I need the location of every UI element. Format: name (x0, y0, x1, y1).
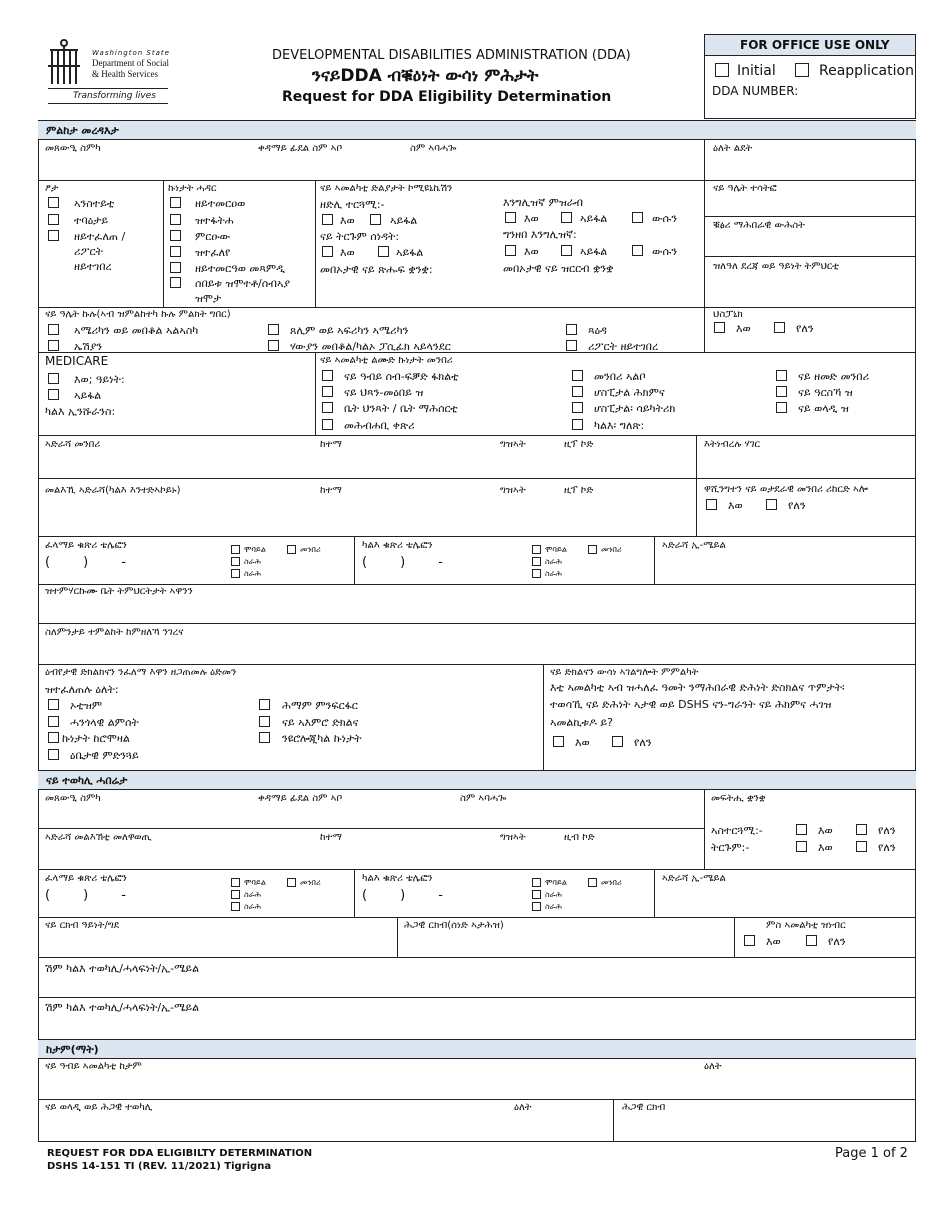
contact-zip-label: ዚብ ኮድ (564, 832, 595, 843)
sex-unknown-label-2: ሪፖርት (74, 245, 103, 258)
living-relative-checkbox[interactable] (776, 370, 787, 381)
contact-language-label: መፍትሒ ቋንቋ (711, 793, 766, 804)
education-label: ዝለዓለ ደረጃ ወይ ዓይነት ትምህርቲ (713, 261, 839, 272)
address-label: ኣድራሻ መንበሪ (45, 439, 101, 450)
marital-label: ኩነታት ሓዳር (168, 183, 217, 194)
ethnicity-unreported-label: ሪፖርት ዘይተገበረ (588, 340, 659, 353)
sex-unknown-label: ዘይተፈለጠ / (74, 230, 126, 243)
relationship-label: ናይ ርክብ ዓይነት/ግደ (45, 920, 120, 931)
marital-married-checkbox[interactable] (170, 230, 181, 241)
living-other-checkbox[interactable] (572, 419, 583, 430)
english-speak-yes-checkbox[interactable] (505, 212, 516, 223)
translation-yes-checkbox[interactable] (322, 246, 333, 257)
military-record-label: ዋሺንግተን ናይ ወታደራዊ መንበሪ ሪከርድ ኣሎ (704, 484, 868, 495)
marital-separated-label: ዝተፈለየ (195, 246, 231, 259)
marital-partner-checkbox[interactable] (170, 262, 181, 273)
parent-signature-date-label: ዕለት (514, 1102, 532, 1113)
logo-line1: Washington State (92, 49, 170, 57)
ethnicity-asian-checkbox[interactable] (48, 340, 59, 351)
sex-unknown-label-3: ዘይተገበረ (74, 260, 112, 273)
english-read-no-checkbox[interactable] (561, 245, 572, 256)
other-phone-home-label: መንበሪ (601, 545, 622, 554)
initial-checkbox[interactable] (715, 63, 729, 77)
military-yes-checkbox[interactable] (706, 499, 717, 510)
ssn-label: ቑፅሪ ማሕበራዊ ውሕስት (713, 220, 805, 231)
contact-section-title: ናይ ተወካሊ ሓበሬታ (46, 774, 128, 787)
marital-divorced-label: ዝተፋትሐ (195, 214, 234, 227)
contact-other-home-checkbox[interactable] (588, 878, 597, 887)
signature-section-header (38, 1039, 916, 1059)
footer-form-title: REQUEST FOR DDA ELIGIBILTY DETERMINATION (47, 1148, 313, 1159)
dshs-no-label: የለን (634, 736, 652, 749)
logo-line2: Department of Social (92, 58, 169, 68)
living-parent-home-checkbox[interactable] (776, 402, 787, 413)
english-read-limited-label: ውሱን (652, 245, 678, 258)
english-speak-label: እንግሊዝኛ ምዝራብ (503, 196, 584, 209)
contact-primary-home-checkbox[interactable] (287, 878, 296, 887)
contact-other-work2-checkbox[interactable] (532, 902, 541, 911)
english-read-label: ግንዘበ እንግሊዝኛ: (503, 228, 577, 241)
primary-phone-work2-label: ስራሕ (244, 569, 261, 578)
dda-number-label: DDA NUMBER: (712, 84, 799, 98)
english-read-limited-checkbox[interactable] (632, 245, 643, 256)
ethnicity-unreported-checkbox[interactable] (566, 340, 577, 351)
contact-middle-name-label: ስም ኣባሓጐ (460, 793, 507, 804)
contact-interpreter-no-checkbox[interactable] (856, 824, 867, 835)
disability-intellectual-label: ናይ ኣእምሮ ድክልና (282, 716, 359, 729)
ethnicity-black-label: ጸሊም ወይ ኣፍሪካን ኣሜሪካን (290, 324, 409, 337)
disability-intellectual-checkbox[interactable] (259, 716, 270, 727)
living-jail-label: ቤት ህንጻት / ቤት ማሕሰርቲ (344, 402, 458, 415)
zip-label: ዚፕ ኮድ (564, 439, 594, 450)
living-situation-label: ናይ ኣመልካቲ ልሙድ ኩነታት መንበሪ (320, 355, 453, 366)
dshs-yes-label: እወ (575, 736, 590, 749)
other-phone-work2-label: ስራሕ (545, 569, 562, 578)
school-label: ዝተምሃርኩሙ ቤት ትምህርትታት ኣዋንን (45, 586, 193, 597)
contact-email-label: ኣድራሻ ኢ-ሜይል (662, 873, 726, 884)
living-shelter-checkbox[interactable] (322, 419, 333, 430)
primary-phone-work-checkbox[interactable] (231, 557, 240, 566)
hispanic-no-checkbox[interactable] (774, 322, 785, 333)
disability-autism-checkbox[interactable] (48, 699, 59, 710)
living-adult-family-label: ናይ ዓብይ ሰብ-ፍቓድ ፋክልቲ (344, 370, 459, 383)
disability-epilepsy-checkbox[interactable] (259, 699, 270, 710)
ethnicity-pacific-label: ሃውያን መበቆል/ካልኦ ፓሲፊክ ኣይላንደር (290, 340, 451, 353)
living-homeless-checkbox[interactable] (572, 370, 583, 381)
state-label: ግዝኣት (500, 439, 526, 450)
living-adult-family-checkbox[interactable] (322, 370, 333, 381)
parent-signature-label: ናይ ወላዲ ወይ ሕጋዊ ተወካሊ (45, 1102, 153, 1113)
other-phone-label: ካልእ ቁጽሪ ቴሌፎን (362, 540, 433, 551)
hispanic-yes-checkbox[interactable] (714, 322, 725, 333)
mailing-address-label: መልእኺ ኣድራሻ(ካልእ እንተድኣኮይኑ) (45, 485, 181, 496)
applicant-signature-date-label: ዕለት (704, 1061, 722, 1072)
primary-phone-work-label: ስራሕ (244, 557, 261, 566)
military-yes-label: እወ (728, 499, 743, 512)
email-label: ኣድራሻ ኢ-ሜይል (662, 540, 726, 551)
disability-chromosomal-checkbox[interactable] (48, 732, 59, 743)
dshs-no-checkbox[interactable] (612, 736, 623, 747)
translation-label: ናይ ትርጉም ሰነዳት: (320, 230, 400, 243)
contact-other-work-label: ስራሕ (545, 890, 562, 899)
medicare-no-label: ኣይፋል (74, 389, 102, 402)
disability-date-label: ዝተፈለጠሉ ዕለት: (45, 683, 119, 696)
contact-interpreter-yes-label: እወ (818, 824, 833, 837)
disability-epilepsy-label: ሕማም ምንፍርፋር (282, 699, 358, 712)
sex-unknown-checkbox[interactable] (48, 230, 59, 241)
hispanic-yes-label: እወ (736, 322, 751, 335)
reason-label: ስለምንታይ ተምልከት ከምዘለኻ ንገረና (45, 627, 184, 638)
ethnicity-white-checkbox[interactable] (566, 324, 577, 335)
translation-no-label: ኣይፋል (396, 246, 424, 259)
contact-translation-yes-checkbox[interactable] (796, 841, 807, 852)
mailing-state-label: ግዝኣት (500, 485, 526, 496)
mailing-zip-label: ዚፕ ኮድ (564, 485, 594, 496)
applicant-section-header (38, 120, 916, 140)
applicant-section-title: ምልከታ መረዳእታ (46, 124, 119, 137)
other-phone-input[interactable]: ( ) - (362, 555, 443, 570)
signature-section-title: ከታም(ማት) (46, 1043, 99, 1056)
marital-married-label: ምርዑው (195, 230, 231, 243)
contact-state-label: ግዝኣት (500, 832, 526, 843)
marital-widowed-label: ሰበይቱ ዝሞተቶ/ሰብኣያ (195, 277, 291, 290)
english-speak-no-checkbox[interactable] (561, 212, 572, 223)
interpreter-yes-checkbox[interactable] (322, 214, 333, 225)
other-contact-1-label: ሽም ካልእ ተወካሊ/ሓላፍነት/ኢ-ሜይል (45, 962, 200, 975)
medicare-no-checkbox[interactable] (48, 389, 59, 400)
contact-last-name-label: መጸውዒ ስምካ (45, 793, 101, 804)
lives-with-label: ምስ ኣመልካቲ ዝነብር (766, 920, 846, 931)
military-no-label: የለን (788, 499, 806, 512)
contact-other-phone-label: ካልእ ቁጽሪ ቴሌፎን (362, 873, 433, 884)
marital-separated-checkbox[interactable] (170, 246, 181, 257)
primary-phone-mobile-checkbox[interactable] (231, 545, 240, 554)
contact-translation-no-label: የለን (878, 841, 896, 854)
disability-autism-label: ኦቲዝም (70, 699, 103, 712)
primary-spoken-language-label: መበኦታዊ ናይ ዝርርብ ቋንቋ (503, 262, 614, 275)
english-speak-limited-checkbox[interactable] (632, 212, 643, 223)
reapplication-checkbox[interactable] (795, 63, 809, 77)
legal-relationship-label: ሕጋዊ ርክብ(ሰነድ ኣታሕዝ) (404, 920, 504, 931)
living-jail-checkbox[interactable] (322, 402, 333, 413)
interpreter-label: ዘድሊ ተርጓሚ:- (320, 198, 385, 211)
contact-primary-phone-label: ፈላማይ ቁጽሪ ቴሌፎን (45, 873, 127, 884)
translation-yes-label: እወ (340, 246, 355, 259)
lives-with-yes-checkbox[interactable] (744, 935, 755, 946)
medicare-label: MEDICARE (45, 354, 109, 368)
disability-brain-checkbox[interactable] (48, 716, 59, 727)
other-contact-2-label: ሽም ካልእ ተወካሊ/ሓላፍነት/ኢ-ሜይል (45, 1001, 200, 1014)
marital-single-checkbox[interactable] (170, 197, 181, 208)
contact-other-phone-input[interactable]: ( ) - (362, 888, 443, 903)
contact-other-home-label: መንበሪ (601, 878, 622, 887)
legal-relationship-sig-label: ሕጋዊ ርክብ (622, 1102, 666, 1113)
communication-label: ናይ ኣመልካቲ ድልያታት ኮሚዩኒኬሽን (320, 183, 453, 194)
living-own-home-label: ናይ ዓርስኻ ዝ (798, 386, 853, 399)
contact-translation-label: ትርጉም:- (711, 841, 750, 854)
disability-delay-checkbox[interactable] (48, 749, 59, 760)
ethnicity-native-checkbox[interactable] (48, 324, 59, 335)
lives-with-no-label: የለን (828, 935, 846, 948)
county-label: እትነብረሉ ሃገር (704, 439, 760, 450)
logo-figures-icon (45, 38, 83, 86)
living-child-foster-checkbox[interactable] (322, 386, 333, 397)
living-homeless-label: መንበሪ ኣልቦ (594, 370, 646, 383)
disability-chromosomal-label: ኩነታት ከሮሞዛል (62, 732, 130, 745)
dshs-question-line2: ተወሳኺ ናይ ድሕነት ኣታዊ ወይ DSHS ናን-ግራንት ናይ ሕክምና ሓገዝ (550, 698, 832, 711)
contact-translation-no-checkbox[interactable] (856, 841, 867, 852)
sex-female-label: ኣንስተይቲ (74, 197, 115, 210)
living-own-home-checkbox[interactable] (776, 386, 787, 397)
medicare-yes-label: እወ; ዓይነት: (74, 373, 125, 386)
hispanic-label: ህስፓኒክ (713, 309, 743, 320)
mailing-city-label: ከተማ (320, 485, 342, 496)
disability-neuro-label: ንዩሮሎጂካል ኩነታት (282, 732, 362, 745)
contact-primary-work2-checkbox[interactable] (231, 902, 240, 911)
ethnicity-asian-label: ኤሽያን (74, 340, 103, 353)
marital-divorced-checkbox[interactable] (170, 214, 181, 225)
other-phone-mobile-label: ሞባይል (545, 545, 567, 554)
ethnicity-pacific-checkbox[interactable] (268, 340, 279, 351)
dshs-question-line3: ኣመልኪቱዶ ይ? (550, 716, 613, 729)
military-no-checkbox[interactable] (766, 499, 777, 510)
contact-primary-mobile-checkbox[interactable] (231, 878, 240, 887)
english-read-yes-checkbox[interactable] (505, 245, 516, 256)
sex-male-label: ተባዕታይ (74, 214, 109, 227)
interpreter-yes-label: እወ (340, 214, 355, 227)
english-speak-yes-label: እወ (524, 212, 539, 225)
primary-phone-label: ፈላማይ ቁጽሪ ቴሌፎን (45, 540, 127, 551)
contact-primary-mobile-label: ሞባይል (244, 878, 266, 887)
logo-line3: & Health Services (92, 69, 158, 79)
primary-phone-work2-checkbox[interactable] (231, 569, 240, 578)
disability-neuro-checkbox[interactable] (259, 732, 270, 743)
english-read-no-label: ኣይፋል (580, 245, 608, 258)
living-parent-home-label: ናይ ወላዲ ዝ (798, 402, 849, 415)
english-speak-limited-label: ውሱን (652, 212, 678, 225)
contact-other-work2-label: ስራሕ (545, 902, 562, 911)
office-use-box (704, 34, 916, 119)
primary-phone-home-checkbox[interactable] (287, 545, 296, 554)
primary-phone-home-label: መንበሪ (300, 545, 321, 554)
form-title-tigrigna: ንናይDDA ብቑዕነት ውሳነ ምሕታት (312, 66, 539, 86)
other-phone-work2-checkbox[interactable] (532, 569, 541, 578)
other-insurance-label: ካልእ ኢንሹራንስ: (45, 405, 116, 418)
marital-single-label: ዘይተመርዐወ (195, 197, 246, 210)
applicant-last-name-label: መጸውዒ ስምካ (45, 143, 101, 154)
disability-label: ዕብየታዊ ድክልክናን ንፈለማ እዋን ዘጋጠመሉ ዕድመን (45, 667, 237, 678)
contact-interpreter-label: ኣስተርጓሚ:- (711, 824, 763, 837)
office-use-title: FOR OFFICE USE ONLY (740, 38, 890, 52)
other-phone-work-checkbox[interactable] (532, 557, 541, 566)
contact-other-mobile-label: ሞባይል (545, 878, 567, 887)
contact-interpreter-yes-checkbox[interactable] (796, 824, 807, 835)
english-read-yes-label: እወ (524, 245, 539, 258)
contact-primary-work2-label: ስራሕ (244, 902, 261, 911)
living-relative-label: ናይ ዘመድ መንበሪ (798, 370, 870, 383)
living-other-label: ካልእ፡ ግለጽ: (594, 419, 645, 432)
translation-no-checkbox[interactable] (378, 246, 389, 257)
contact-city-label: ከተማ (320, 832, 342, 843)
contact-section-header (38, 770, 916, 790)
disability-brain-label: ሓንጎላዊ ልምሰት (70, 716, 139, 729)
contact-other-mobile-checkbox[interactable] (532, 878, 541, 887)
interpreter-no-checkbox[interactable] (370, 214, 381, 225)
sex-male-checkbox[interactable] (48, 214, 59, 225)
contact-primary-phone-input[interactable]: ( ) - (45, 888, 126, 903)
marital-widowed-label-2: ዝሞታ (195, 292, 222, 305)
living-child-foster-label: ናይ ህጻን-መዕበይ ዝ (344, 386, 424, 399)
agency-name: DEVELOPMENTAL DISABILITIES ADMINISTRATION (DDA) (272, 48, 631, 63)
contact-primary-home-label: መንበሪ (300, 878, 321, 887)
marital-partner-label: ዘይተመርዓወ መጻምዲ (195, 262, 285, 275)
living-shelter-label: መሕብሐቢ ቀጽሪ (344, 419, 415, 432)
contact-first-name-label: ቀዳማይ ፊደል ስም ኣቦ (258, 793, 343, 804)
ethnicity-native-label: ኣሜሪካን ወይ መበቆል ኣልኣስካ (74, 324, 199, 337)
ethnicity-black-checkbox[interactable] (268, 324, 279, 335)
living-psych-checkbox[interactable] (572, 402, 583, 413)
sex-label: ፆታ (45, 183, 59, 194)
sex-female-checkbox[interactable] (48, 197, 59, 208)
hispanic-no-label: የለን (796, 322, 814, 335)
dshs-question-line1: እቲ ኣመልካቲ ኣብ ዝሓለፈ ዓመት ንማሕበራዊ ድሕነት ድስክልና ጥምታት፡ (550, 681, 845, 694)
footer-page-number: Page 1 of 2 (835, 1146, 908, 1161)
lives-with-no-checkbox[interactable] (806, 935, 817, 946)
english-speak-no-label: ኣይፋል (580, 212, 608, 225)
reapplication-label: Reapplication (819, 63, 914, 79)
primary-phone-input[interactable]: ( ) - (45, 555, 126, 570)
interpreter-no-label: ኣይፋል (390, 214, 418, 227)
other-phone-home-checkbox[interactable] (588, 545, 597, 554)
footer-form-number: DSHS 14-151 TI (REV. 11/2021) Tigrigna (47, 1161, 272, 1172)
applicant-middle-name-label: ስም ኣባሓጐ (410, 143, 457, 154)
primary-written-language-label: መበኦታዊ ናይ ጽሑፍ ቋንቋ: (320, 263, 433, 276)
contact-translation-yes-label: እወ (818, 841, 833, 854)
disability-delay-label: ዕቤታዊ ምድንጓይ (70, 749, 139, 762)
applicant-signature-label: ናይ ዓብይ ኣመልካቲ ከታም (45, 1061, 142, 1072)
medicare-yes-checkbox[interactable] (48, 373, 59, 384)
living-hospital-checkbox[interactable] (572, 386, 583, 397)
dshs-label: ናይ ድክልናን ውሳነ ኣገልግሎት ምምልካት (550, 667, 699, 678)
applicant-dob-label: ዕለት ልደት (713, 143, 753, 154)
initial-label: Initial (737, 63, 776, 79)
race-label: ናይ ዓሌት ተሳትፎ (713, 183, 777, 194)
contact-address-label: ኣድራሻ መልእኽቲ መለዋወጢ (45, 832, 152, 843)
ethnicity-label: ናይ ዓሌት ኩሉ(ኣብ ዝምልከተካ ኩሉ ምልክት ግበር) (45, 309, 231, 320)
applicant-first-name-label: ቀዳማይ ፊደል ስም ኣቦ (258, 143, 343, 154)
dshs-logo (45, 38, 170, 104)
form-title-english: Request for DDA Eligibility Determination (282, 89, 612, 105)
ethnicity-white-label: ጻዕዳ (588, 324, 607, 337)
contact-interpreter-no-label: የለን (878, 824, 896, 837)
lives-with-yes-label: እወ (766, 935, 781, 948)
primary-phone-mobile-label: ሞባይል (244, 545, 266, 554)
city-label: ከተማ (320, 439, 342, 450)
contact-primary-work-label: ስራሕ (244, 890, 261, 899)
other-phone-work-label: ስራሕ (545, 557, 562, 566)
marital-widowed-checkbox[interactable] (170, 277, 181, 288)
living-hospital-label: ሆስፒታል ሕክምና (594, 386, 665, 399)
logo-tagline: Transforming lives (73, 91, 156, 101)
dshs-yes-checkbox[interactable] (553, 736, 564, 747)
contact-primary-work-checkbox[interactable] (231, 890, 240, 899)
other-phone-mobile-checkbox[interactable] (532, 545, 541, 554)
living-psych-label: ሆስፒታል፡ ሳይካትሪክ (594, 402, 676, 415)
contact-other-work-checkbox[interactable] (532, 890, 541, 899)
